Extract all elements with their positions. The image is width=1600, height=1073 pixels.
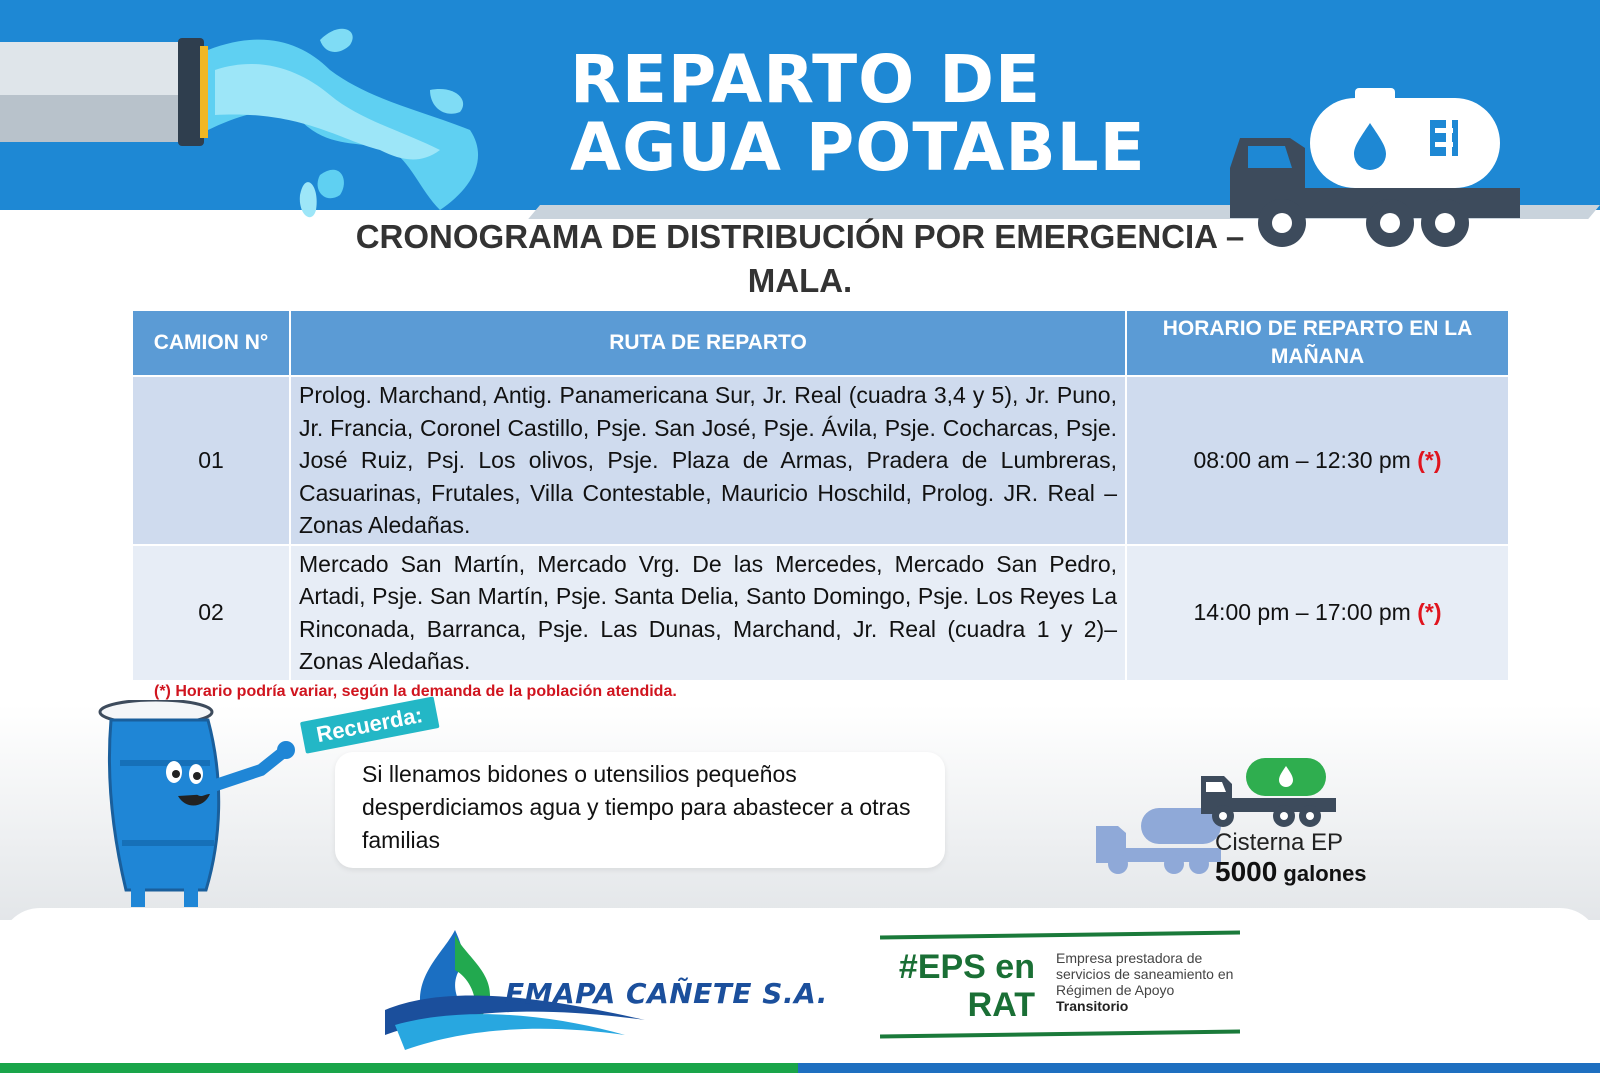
- schedule-asterisk: (*): [1417, 599, 1442, 626]
- tip-label: Recuerda:: [300, 696, 439, 753]
- tip-text: Si llenamos bidones o utensilios pequeños desperdiciamos agua y tiempo para abastecer a otras familias: [362, 761, 911, 853]
- page-title: [570, 41, 1146, 186]
- schedule-time: 08:00 am – 12:30 pm: [1193, 447, 1418, 473]
- truck-number-cell: 01: [132, 376, 290, 545]
- water-pipe-icon: [0, 0, 520, 240]
- title-line-2: AGUA POTABLE: [570, 109, 1146, 186]
- header-truck-number: CAMION N°: [132, 310, 290, 376]
- schedule-cell: [1126, 545, 1509, 681]
- eps-hashtag: [880, 948, 1035, 1024]
- header-route: RUTA DE REPARTO: [290, 310, 1126, 376]
- route-cell: Prolog. Marchand, Antig. Panamericana Sur, Jr. Real (cuadra 3,4 y 5), Jr. Puno, Jr. Francia, Coronel Castillo, Psje. San José, Psje. Ávila, Psje. Cocharcas, Psje. José Ruiz, Psj. Los olivos, Psje. Plaza de Armas, Pradera de Lumbreras, Casuarinas, Frutales, Villa Contestable, Mauricio Hoschild, Prolog. JR. Real – Zonas Aledañas.: [290, 376, 1126, 545]
- cistern-amount: 5000: [1215, 856, 1278, 887]
- cistern-capacity: [1215, 856, 1367, 893]
- table-header-row: [132, 310, 1509, 376]
- eps-desc-text: Empresa prestadora de servicios de saneamiento en Régimen de Apoyo: [1056, 950, 1234, 998]
- subtitle-line-1: CRONOGRAMA DE DISTRIBUCIÓN POR EMERGENCIA –: [355, 218, 1245, 255]
- eps-tag-line-1: #EPS en: [898, 948, 1035, 986]
- schedule-subtitle: [300, 215, 1300, 303]
- truck-number-cell: 02: [132, 545, 290, 681]
- header-schedule: HORARIO DE REPARTO EN LA MAÑANA: [1126, 310, 1509, 376]
- schedule-asterisk: (*): [1417, 447, 1442, 473]
- table-row: [132, 545, 1509, 681]
- eps-description: [1056, 950, 1256, 1014]
- subtitle-line-2: MALA.: [747, 262, 853, 299]
- eps-tag-line-2: RAT: [967, 986, 1035, 1024]
- bottom-bar-green: [0, 1063, 798, 1073]
- table-row: [132, 376, 1509, 545]
- eps-desc-bold: Transitorio: [1056, 998, 1129, 1014]
- emapa-brand-name: EMAPA CAÑETE S.A.: [505, 977, 828, 1010]
- schedule-table: [131, 309, 1510, 682]
- bottom-bar-blue: [798, 1063, 1600, 1073]
- tip-box: [335, 752, 945, 868]
- schedule-cell: [1126, 376, 1509, 545]
- route-cell: Mercado San Martín, Mercado Vrg. De las Mercedes, Mercado San Pedro, Artadi, Psje. San Martín, Psje. Santa Delia, Santo Domingo, Psje. Los Reyes La Rinconada, Barranca, Psje. Las Dunas, Marchand, Jr. Real (cuadra 1 y 2)– Zonas Aledañas.: [290, 545, 1126, 681]
- title-line-1: REPARTO DE: [570, 41, 1042, 118]
- cistern-label: Cisterna EP: [1215, 829, 1344, 856]
- schedule-note: (*) Horario podría variar, según la demanda de la población atendida.: [154, 683, 677, 700]
- water-barrel-mascot-icon: [96, 700, 306, 910]
- cistern-unit: galones: [1277, 861, 1367, 886]
- schedule-time: 14:00 pm – 17:00 pm: [1193, 599, 1418, 626]
